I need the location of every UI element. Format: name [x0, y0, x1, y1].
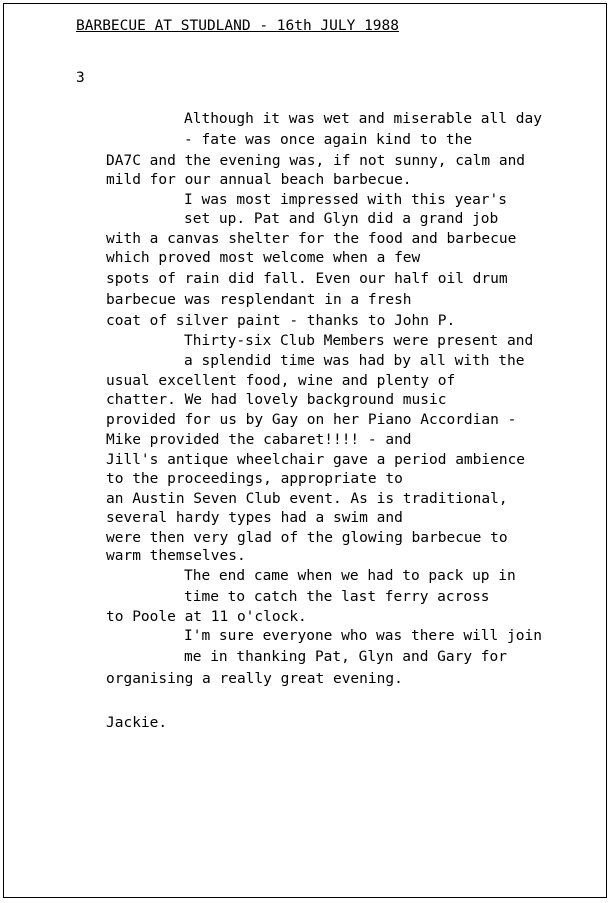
text-line: organising a really great evening.	[106, 671, 403, 687]
signature: Jackie.	[106, 715, 168, 731]
page-number: 3	[76, 70, 85, 86]
document-page	[3, 3, 607, 898]
text-line: time to catch the last ferry across	[184, 589, 490, 605]
text-line: to the proceedings, appropriate to	[106, 471, 403, 487]
text-line: an Austin Seven Club event. As is traditional,	[106, 491, 508, 507]
text-line: The end came when we had to pack up in	[184, 568, 516, 584]
text-line: Although it was wet and miserable all day	[184, 111, 542, 127]
text-line: barbecue was resplendant in a fresh	[106, 292, 412, 308]
text-line: Jill's antique wheelchair gave a period ambience	[106, 452, 526, 468]
text-line: chatter. We had lovely background music	[106, 392, 447, 408]
text-line: were then very glad of the glowing barbecue to	[106, 530, 508, 546]
text-line: a splendid time was had by all with the	[184, 353, 525, 369]
text-line: to Poole at 11 o'clock.	[106, 609, 307, 625]
document-title: BARBECUE AT STUDLAND - 16th JULY 1988	[76, 18, 400, 34]
text-line: I was most impressed with this year's	[184, 192, 508, 208]
text-line: me in thanking Pat, Glyn and Gary for	[184, 649, 508, 665]
text-line: with a canvas shelter for the food and barbecue	[106, 231, 517, 247]
text-line: spots of rain did fall. Even our half oil drum	[106, 271, 508, 287]
text-line: warm themselves.	[106, 548, 246, 564]
text-line: coat of silver paint - thanks to John P.	[106, 313, 456, 329]
text-line: which proved most welcome when a few	[106, 250, 421, 266]
text-line: mild for our annual beach barbecue.	[106, 172, 412, 188]
text-line: I'm sure everyone who was there will join	[184, 628, 542, 644]
text-line: Thirty-six Club Members were present and	[184, 333, 534, 349]
text-line: set up. Pat and Glyn did a grand job	[184, 211, 499, 227]
text-line: provided for us by Gay on her Piano Accordian -	[106, 412, 517, 428]
text-line: Mike provided the cabaret!!!! - and	[106, 432, 412, 448]
text-line: - fate was once again kind to the	[184, 132, 473, 148]
text-line: usual excellent food, wine and plenty of	[106, 373, 456, 389]
text-line: DA7C and the evening was, if not sunny, calm and	[106, 153, 526, 169]
text-line: several hardy types had a swim and	[106, 510, 403, 526]
